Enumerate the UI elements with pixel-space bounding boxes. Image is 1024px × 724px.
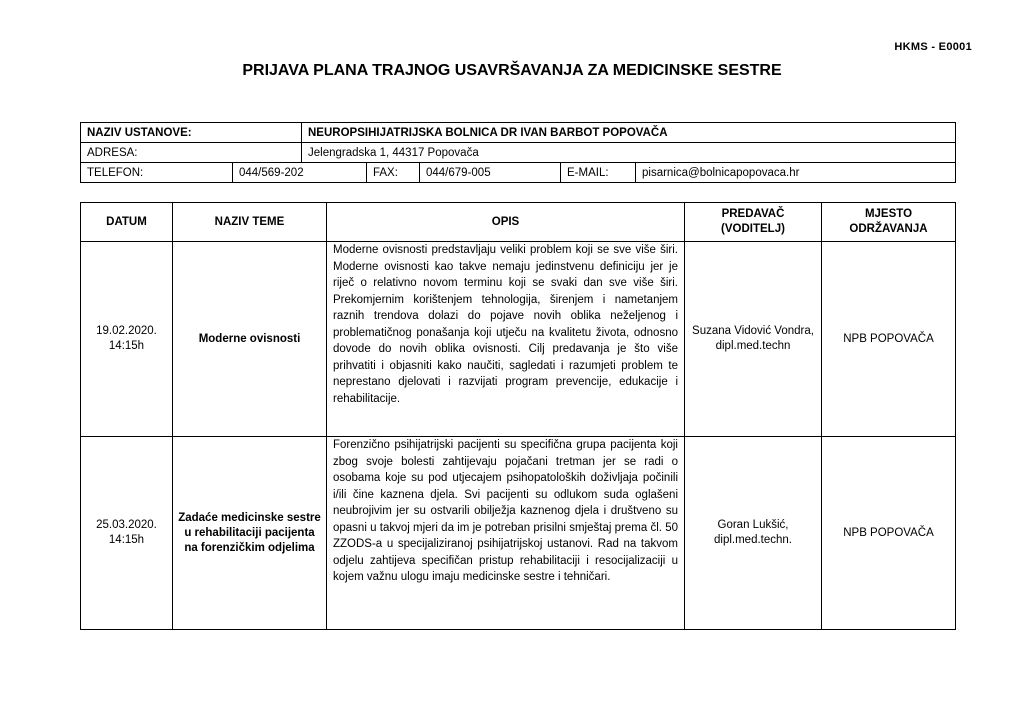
institution-info-table [80, 122, 956, 183]
table-header-row [81, 203, 956, 242]
address-row [81, 143, 956, 163]
header-lecturer: PREDAVAČ (VODITELJ) [685, 203, 822, 242]
address-label: ADRESA: [81, 143, 302, 163]
table-row [81, 242, 956, 437]
row-description: Forenzično psihijatrijski pacijenti su specifična grupa pacijenta koji zbog svoje bolesti zahtijevaju pojačani tretman jer se radi o osobama koje su pod utjecajem psihopatoloških doživljaja počinili i/ili čine kaznena djela. Svi pacijenti su odlukom suda oglašeni neubrojivim jer su ostvarili obilježja kaznenog djela i društveno su opasni u takvoj mjeri da im je potreban prisilni smještaj prema čl. 50 ZZODS-a u specijaliziranoj psihijatrijskoj ustanovi. Rad na takvom odjelu zahtijeva specifičan pristup rehabilitaciji i resocijalizaciji u kojem važnu ulogu imaju medicinske sestre i tehničari. [327, 437, 685, 630]
institution-name-row [81, 123, 956, 143]
row-lecturer: Goran Lukšić, dipl.med.techn. [685, 437, 822, 630]
fax-label: FAX: [367, 163, 420, 183]
header-topic: NAZIV TEME [173, 203, 327, 242]
row-topic: Moderne ovisnosti [173, 242, 327, 437]
contact-row [81, 163, 956, 183]
table-row [81, 437, 956, 630]
row-time: 14:15h [108, 340, 145, 352]
email-value: pisarnica@bolnicapopovaca.hr [636, 163, 956, 183]
address-value: Jelengradska 1, 44317 Popovača [302, 143, 956, 163]
phone-label: TELEFON: [81, 163, 233, 183]
training-plan-table [80, 202, 956, 630]
row-date: 25.03.2020. [96, 519, 157, 531]
institution-name-label: NAZIV USTANOVE: [81, 123, 302, 143]
row-date: 19.02.2020. [96, 325, 157, 337]
page-title: PRIJAVA PLANA TRAJNOG USAVRŠAVANJA ZA MEDICINSKE SESTRE [242, 62, 782, 79]
email-label: E-MAIL: [561, 163, 636, 183]
header-description: OPIS [327, 203, 685, 242]
row-lecturer: Suzana Vidović Vondra, dipl.med.techn [685, 242, 822, 437]
row-time: 14:15h [108, 534, 145, 546]
header-date: DATUM [81, 203, 173, 242]
row-location: NPB POPOVAČA [822, 437, 956, 630]
row-description: Moderne ovisnosti predstavljaju veliki problem koji se sve više širi. Moderne ovisnosti kao takve nemaju jedinstvenu definiciju jer je riječ o relativno novom terminu koji se svaki dan sve više širi. Prekomjernim korištenjem tehnologija, širenjem i nametanjem raznih trendova dolazi do pojave novih oblika neželjenog i problematičnog ponašanja koji utječu na kvalitetu života, odnosno dovode do novih oblika ovisnosti. Cilj predavanja je što više prihvatiti i objasniti kako naučiti, sagledati i razumjeti problem te neprestano djelovati i razvijati program prevencije, edukacije i rehabilitacije. [327, 242, 685, 437]
header-location: MJESTO ODRŽAVANJA [822, 203, 956, 242]
phone-value: 044/569-202 [233, 163, 367, 183]
row-topic: Zadaće medicinske sestre u rehabilitaciji pacijenta na forenzičkim odjelima [173, 437, 327, 630]
row-location: NPB POPOVAČA [822, 242, 956, 437]
institution-name-value: NEUROPSIHIJATRIJSKA BOLNICA DR IVAN BARBOT POPOVAČA [302, 123, 956, 143]
row-date-cell [81, 437, 173, 630]
row-date-cell [81, 242, 173, 437]
fax-value: 044/679-005 [420, 163, 561, 183]
document-code: HKMS - E0001 [894, 41, 972, 53]
